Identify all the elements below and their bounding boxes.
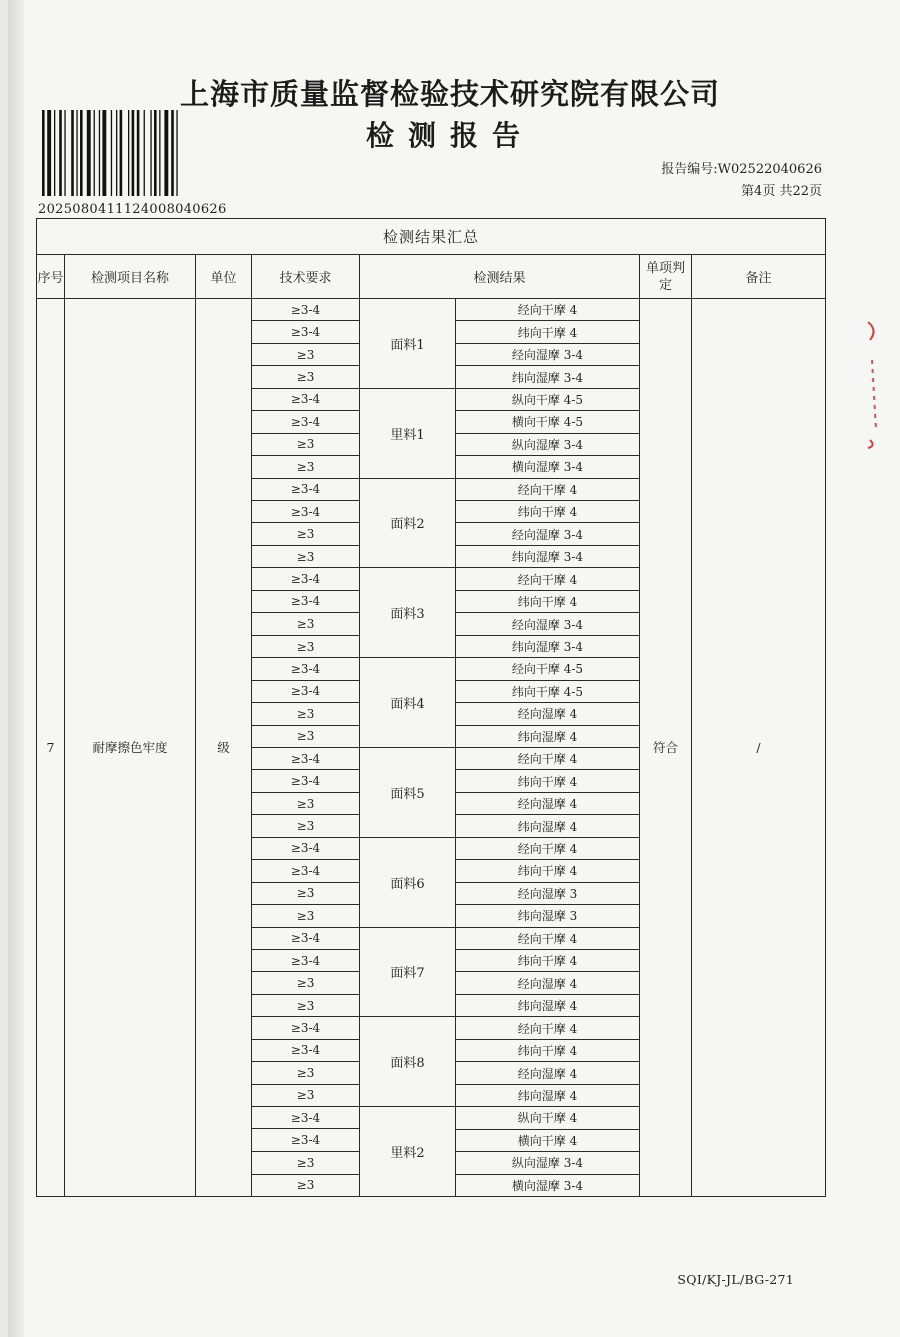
sample-label: 里料2: [360, 1107, 456, 1197]
results-table: [36, 218, 826, 1197]
result-cell: 横向干摩 4-5: [456, 411, 639, 434]
requirement-cell: ≥3-4: [252, 1129, 359, 1152]
requirement-cell: ≥3-4: [252, 770, 359, 793]
column-header: 检测项目名称: [65, 255, 196, 299]
result-cell: 纬向湿摩 4: [517, 1088, 578, 1103]
column-header: 检测结果: [360, 255, 640, 299]
result-cell: 经向干摩 4: [456, 748, 639, 770]
requirement-cell: ≥3: [296, 459, 315, 474]
result-cell: 纬向干摩 4: [456, 321, 639, 344]
requirement-cell: ≥3: [296, 1088, 315, 1103]
requirement-cell: ≥3-4: [252, 479, 359, 501]
requirement-cell: ≥3-4: [252, 1017, 359, 1039]
column-header: 单位: [196, 255, 252, 299]
table-row: [37, 299, 826, 389]
sample-label: 面料2: [360, 478, 456, 568]
result-cell: 经向湿摩 3-4: [456, 523, 639, 546]
requirement-cell: ≥3: [296, 729, 315, 744]
result-cell: 横向湿摩 3-4: [511, 460, 584, 475]
sample-label: 面料6: [360, 837, 456, 927]
result-cell: 经向干摩 4: [456, 1017, 639, 1039]
result-cell: 纬向干摩 4: [456, 500, 639, 523]
result-cell: 纵向湿摩 3-4: [456, 1152, 639, 1175]
requirement-cell: ≥3: [296, 639, 315, 654]
requirement-cell: ≥3: [296, 908, 315, 923]
barcode-number: 2025080411124008040626: [38, 202, 227, 217]
form-code: SQI/KJ-JL/BG-271: [677, 1272, 794, 1287]
judgement: 符合: [640, 299, 692, 1197]
requirement-cell: ≥3: [252, 523, 359, 546]
item-name: 耐摩擦色牢度: [65, 299, 196, 1197]
requirement-cell: ≥3: [296, 819, 315, 834]
requirement-cell: ≥3-4: [252, 928, 359, 950]
result-cell: 经向湿摩 4: [456, 1062, 639, 1085]
page-number: 第4页 共22页: [741, 184, 822, 199]
requirement-cell: ≥3-4: [252, 590, 359, 613]
sample-label: 面料3: [360, 568, 456, 658]
column-header: 技术要求: [252, 255, 360, 299]
remark: /: [692, 299, 826, 1197]
result-cell: 横向湿摩 3-4: [511, 1178, 584, 1193]
column-header: 单项判定: [640, 255, 692, 299]
result-cell: 纵向湿摩 3-4: [456, 433, 639, 456]
result-cell: 经向湿摩 4: [456, 792, 639, 815]
result-cell: 纬向干摩 4: [456, 860, 639, 883]
table-caption: 检测结果汇总: [37, 219, 826, 255]
result-cell: 经向湿摩 4: [456, 703, 639, 726]
result-cell: 纬向干摩 4: [456, 590, 639, 613]
requirement-cell: ≥3-4: [252, 949, 359, 972]
result-cell: 纬向干摩 4: [456, 949, 639, 972]
result-cell: 纬向干摩 4: [456, 770, 639, 793]
result-cell: 纬向湿摩 4: [517, 999, 578, 1014]
sample-label: 面料8: [360, 1017, 456, 1107]
requirement-cell: ≥3-4: [252, 1039, 359, 1062]
result-cell: 经向湿摩 3: [456, 882, 639, 905]
unit: 级: [196, 299, 252, 1197]
result-cell: 经向湿摩 3-4: [456, 613, 639, 636]
column-header: 序号: [37, 255, 65, 299]
requirement-cell: ≥3: [252, 613, 359, 636]
sample-label: 面料4: [360, 658, 456, 748]
result-cell: 纬向湿摩 4: [517, 819, 578, 834]
requirement-cell: ≥3-4: [252, 299, 359, 321]
result-cell: 经向干摩 4: [456, 299, 639, 321]
requirement-cell: ≥3: [252, 972, 359, 995]
result-cell: 经向干摩 4: [456, 928, 639, 950]
result-cell: 纬向湿摩 4: [517, 729, 578, 744]
result-cell: 经向干摩 4: [456, 838, 639, 860]
requirement-cell: ≥3-4: [252, 1107, 359, 1129]
column-header: 备注: [692, 255, 826, 299]
result-cell: 纵向干摩 4-5: [456, 389, 639, 411]
result-cell: 纬向干摩 4-5: [456, 680, 639, 703]
result-cell: 经向干摩 4-5: [456, 658, 639, 680]
requirement-cell: ≥3: [252, 1062, 359, 1085]
requirement-cell: ≥3-4: [252, 680, 359, 703]
requirement-cell: ≥3: [296, 549, 315, 564]
report-title: 检测报告: [365, 119, 534, 152]
result-cell: 经向干摩 4: [456, 479, 639, 501]
binding-gutter: [8, 0, 24, 1337]
requirement-cell: ≥3: [252, 703, 359, 726]
requirement-cell: ≥3-4: [252, 411, 359, 434]
requirement-cell: ≥3: [252, 792, 359, 815]
requirement-cell: ≥3-4: [252, 321, 359, 344]
result-cell: 经向干摩 4: [456, 568, 639, 590]
barcode-icon: [42, 110, 210, 196]
requirement-cell: ≥3: [296, 370, 315, 385]
sample-label: 面料5: [360, 747, 456, 837]
requirement-cell: ≥3-4: [252, 658, 359, 680]
result-cell: 横向干摩 4: [456, 1129, 639, 1152]
result-cell: 纬向湿摩 3-4: [511, 370, 584, 385]
result-cell: 纬向湿摩 3-4: [511, 550, 584, 565]
sample-label: 面料1: [360, 299, 456, 389]
requirement-cell: ≥3-4: [252, 389, 359, 411]
requirement-cell: ≥3: [252, 343, 359, 366]
requirement-cell: ≥3-4: [252, 860, 359, 883]
result-cell: 经向湿摩 3-4: [456, 343, 639, 366]
row-index: 7: [37, 299, 65, 1197]
report-number: 报告编号:W02522040626: [661, 162, 822, 177]
requirement-cell: ≥3: [252, 1152, 359, 1175]
requirement-cell: ≥3-4: [252, 500, 359, 523]
sample-label: 面料7: [360, 927, 456, 1017]
requirement-cell: ≥3-4: [252, 568, 359, 590]
sample-label: 里料1: [360, 388, 456, 478]
result-cell: 纬向干摩 4: [456, 1039, 639, 1062]
seal-stamp-icon: [864, 320, 884, 450]
requirement-cell: ≥3-4: [252, 748, 359, 770]
requirement-cell: ≥3: [252, 882, 359, 905]
requirement-cell: ≥3-4: [252, 838, 359, 860]
result-cell: 纬向湿摩 3-4: [511, 639, 584, 654]
requirement-cell: ≥3: [296, 1178, 315, 1193]
organization-name: 上海市质量监督检验技术研究院有限公司: [179, 77, 720, 111]
result-cell: 纵向干摩 4: [456, 1107, 639, 1129]
requirement-cell: ≥3: [296, 998, 315, 1013]
result-cell: 经向湿摩 4: [456, 972, 639, 995]
requirement-cell: ≥3: [252, 433, 359, 456]
result-cell: 纬向湿摩 3: [517, 909, 578, 924]
